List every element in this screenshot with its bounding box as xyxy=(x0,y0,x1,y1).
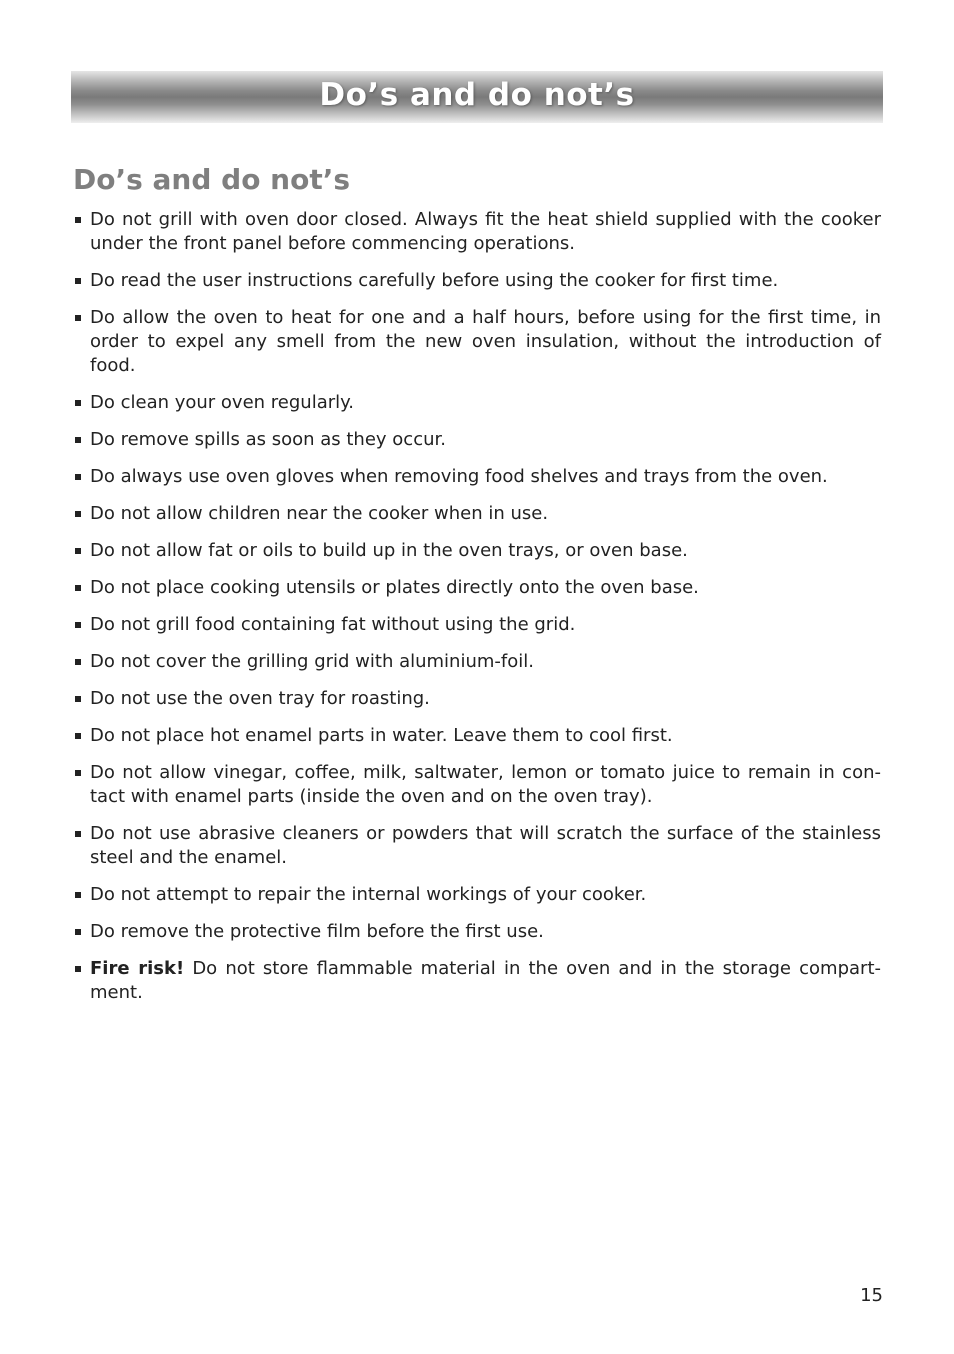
list-item xyxy=(73,650,881,674)
list-item xyxy=(73,883,881,907)
list-item xyxy=(73,269,881,293)
item-text: Do remove spills as soon as they occur. xyxy=(90,429,446,450)
list-item xyxy=(73,306,881,378)
item-text: Do not attempt to repair the internal workings of your cooker. xyxy=(90,884,647,905)
item-text: Do read the user instructions carefully before using the cooker for first time. xyxy=(90,270,779,291)
dos-and-donts-list xyxy=(73,208,881,1018)
bullet-icon xyxy=(75,831,81,837)
section-heading: Do’s and do not’s xyxy=(73,163,351,196)
bullet-icon xyxy=(75,315,81,321)
bullet-icon xyxy=(75,733,81,739)
list-item xyxy=(73,822,881,870)
item-text: Do clean your oven regularly. xyxy=(90,392,354,413)
item-text: Do not allow vinegar, coffee, milk, saltwater, lemon or tomato juice to remain in con-tact with enamel parts (inside the oven and on the oven tray). xyxy=(90,762,881,807)
item-text: Do not allow fat or oils to build up in the oven trays, or oven base. xyxy=(90,540,688,561)
list-item xyxy=(73,687,881,711)
bullet-icon xyxy=(75,659,81,665)
bullet-icon xyxy=(75,278,81,284)
list-item xyxy=(73,208,881,256)
item-text: Do not use the oven tray for roasting. xyxy=(90,688,430,709)
item-text: Do not use abrasive cleaners or powders that will scratch the surface of the stainless steel and the enamel. xyxy=(90,823,881,868)
list-item xyxy=(73,724,881,748)
bullet-icon xyxy=(75,696,81,702)
bullet-icon xyxy=(75,548,81,554)
item-text: Do not grill with oven door closed. Always fit the heat shield supplied with the cooker under the front panel before commencing operations. xyxy=(90,209,881,254)
bullet-icon xyxy=(75,622,81,628)
item-text: Do not store flammable material in the oven and in the storage compart-ment. xyxy=(90,958,881,1003)
list-item xyxy=(73,539,881,563)
item-text: Do not cover the grilling grid with aluminium-foil. xyxy=(90,651,534,672)
bullet-icon xyxy=(75,474,81,480)
bullet-icon xyxy=(75,400,81,406)
item-text: Do not grill food containing fat without using the grid. xyxy=(90,614,576,635)
item-text: Do always use oven gloves when removing food shelves and trays from the oven. xyxy=(90,466,828,487)
bullet-icon xyxy=(75,585,81,591)
list-item xyxy=(73,428,881,452)
list-item xyxy=(73,502,881,526)
list-item xyxy=(73,613,881,637)
list-item xyxy=(73,391,881,415)
bullet-icon xyxy=(75,966,81,972)
bullet-icon xyxy=(75,217,81,223)
item-text: Do not place hot enamel parts in water. Leave them to cool first. xyxy=(90,725,673,746)
list-item xyxy=(73,576,881,600)
bullet-icon xyxy=(75,511,81,517)
bullet-icon xyxy=(75,770,81,776)
list-item xyxy=(73,465,881,489)
list-item xyxy=(73,920,881,944)
list-item-fire-risk xyxy=(73,957,881,1005)
item-text: Do not place cooking utensils or plates directly onto the oven base. xyxy=(90,577,699,598)
page-number: 15 xyxy=(860,1285,883,1306)
bullet-icon xyxy=(75,437,81,443)
list-item xyxy=(73,761,881,809)
item-text: Do allow the oven to heat for one and a half hours, before using for the first time, in order to expel any smell from the new oven insulation, without the introduction of food. xyxy=(90,307,881,376)
item-text: Do not allow children near the cooker when in use. xyxy=(90,503,549,524)
bullet-icon xyxy=(75,892,81,898)
fire-risk-label: Fire risk! xyxy=(90,958,185,979)
header-banner xyxy=(71,71,883,123)
banner-title: Do’s and do not’s xyxy=(319,77,635,113)
bullet-icon xyxy=(75,929,81,935)
item-text: Do remove the protective film before the first use. xyxy=(90,921,544,942)
